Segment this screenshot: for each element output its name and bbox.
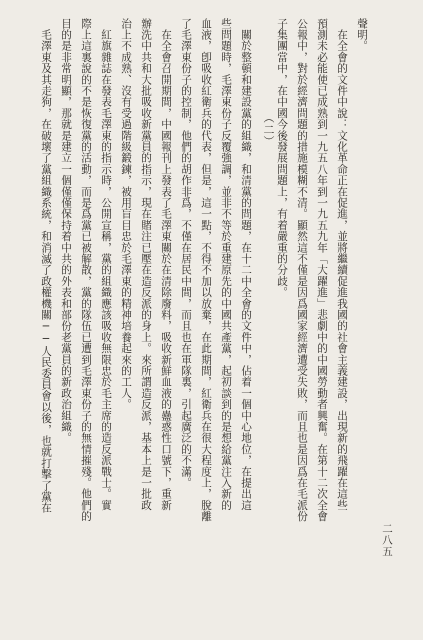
text-column-4: 公報中，對於經濟問題的措施模糊不清。顯然這不僅是因爲國家經濟遭受失敗，而且也是因爲在毛派份: [296, 18, 308, 522]
text-column-3: 預測未必能使已成熟到一九五八年到一九五九年「大躍進」悲劇中的中國勞動者興奮。在第十二次全會: [316, 18, 328, 522]
text-column-13: 在全會召開期間，中國報刊上發表了毛澤東關於在清除廢料，吸收新鮮血液的蠱惑性口號下，重新: [160, 18, 172, 511]
text-column-10: 些問題時，毛澤東份子反覆強調，並非不等於重建原先的中國共產黨，起初談到的是想給黨注入新的: [220, 18, 232, 511]
section-heading: （二）: [262, 112, 275, 147]
text-column-16: 紅旗雜誌在發表毛澤東的指示時，公開宣稱，黨的組織應該吸收無限忠於毛主席的造反派戰士。實: [100, 18, 112, 511]
text-column-14: 辦洗中共和大批吸收新黨員的指示，現在賭注已壓在造反派的身上。來所謂造反派，基本上是一批政: [140, 18, 152, 511]
text-column-9: 關於整頓和建設黨的組織，和清黨的問題，在十二中全會的文件中，佔着一個中心地位，在提出這: [240, 18, 252, 511]
text-column-2: 在全會的文件中說：文化革命正在促進，並將繼續促進我國的社會主義建設，出現新的飛躍在這些: [336, 18, 348, 511]
text-column-1: 聲明。: [356, 18, 368, 52]
page-number: 二八五: [381, 523, 393, 558]
text-column-5: 子集團當中，在中國今後發展問題上，有着嚴重的分歧。: [276, 18, 288, 298]
text-column-18: 目的是非常明顯，那就是建立一個僅僅保持着中共的外表和部份老黨員的新政治組織。: [60, 18, 72, 444]
text-column-15: 治上不成熟、沒有受過階級鍛鍊，被用盲目忠於毛澤東的精神培養起來的工人。: [120, 18, 132, 410]
text-column-19: 毛澤東及其走狗，在破壞了黨組織系統，和消滅了政權機關──人民委員會以後，也就打擊了黨在: [40, 18, 52, 514]
text-column-12: 了毛澤東份子的控制，他們的胡作非爲，不僅在居民中間，而且也在軍隊裏，引起廣泛的不滿。: [180, 18, 192, 489]
text-column-17: 際上這裏說的不是恢復黨的活動，而是爲黨已被解散，黨的隊伍已遭到毛澤東份子的無情摧殘。他們的: [80, 18, 92, 522]
text-column-11: 血液，卽吸收紅衛兵的代表，但是，這一點，不得不加以放棄，在此期間，紅衛兵在很大程度上，脫離: [200, 18, 212, 522]
